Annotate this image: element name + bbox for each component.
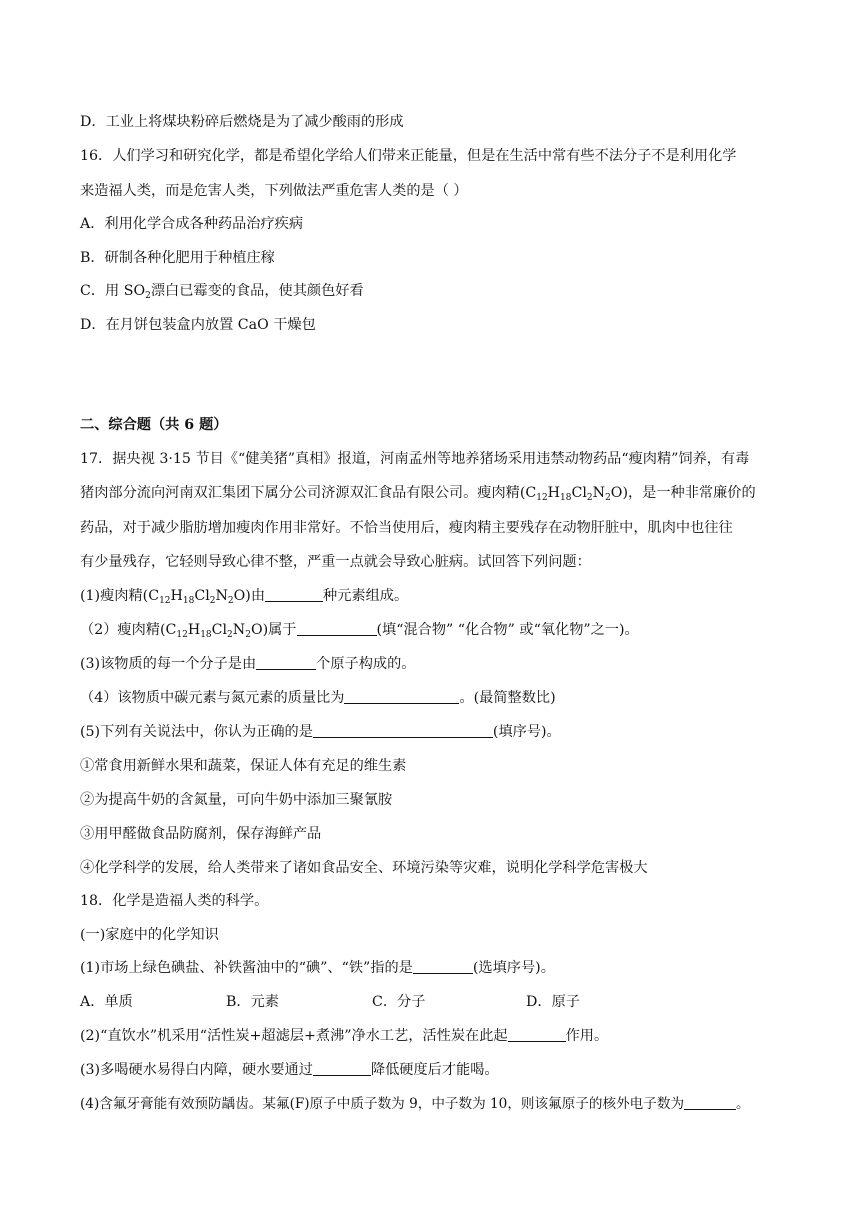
q17-stem-line2 — [80, 483, 800, 503]
q17-f-h-n: 18 — [560, 493, 572, 503]
answer-blank[interactable] — [313, 1061, 371, 1076]
q17-p2-h-n: 18 — [200, 630, 212, 640]
q17-part4 — [80, 688, 800, 708]
q17-p1-cl: Cl — [194, 588, 210, 604]
q18-stem: 18．化学是造福人类的科学。 — [80, 893, 269, 909]
answer-blank[interactable] — [265, 587, 323, 602]
q17-part2 — [80, 620, 800, 640]
q17-p3-pre: (3)该物质的每一个分子是由 — [80, 656, 257, 672]
q18-part1 — [80, 958, 800, 978]
answer-blank[interactable] — [413, 959, 473, 974]
q17-p2-c-n: 12 — [176, 630, 188, 640]
q17-stem2-pre: 猪肉部分流向河南双汇集团下属分公司济源双汇食品有限公司。瘦肉精(C — [80, 485, 537, 501]
q17-p4-post: 。(最简整数比) — [459, 690, 556, 706]
q17-p2-n: N — [232, 622, 246, 638]
q18-p1-pre: (1)市场上绿色碘盐、补铁酱油中的“碘”、“铁”指的是 — [80, 960, 413, 976]
q18-p4-post: 。 — [736, 1096, 750, 1112]
q18-part3 — [80, 1060, 800, 1080]
q17-p3-post: 个原子构成的。 — [316, 656, 416, 672]
q18-part-heading: (一)家庭中的化学知识 — [80, 927, 219, 943]
q17-p2-cl: Cl — [211, 622, 228, 638]
q18-part2 — [80, 1026, 800, 1046]
q17-f-o: O — [610, 485, 623, 501]
q17-stem-line4: 有少量残存，它轻则导致心律不整，严重一点就会导致心脏病。试回答下列问题： — [80, 554, 591, 570]
q17-p2-pre: （2）瘦肉精(C — [80, 622, 177, 638]
q17-statement-1: ①常食用新鲜水果和蔬菜，保证人体有充足的维生素 — [80, 758, 407, 774]
q16-option-c — [80, 281, 800, 301]
q17-p1-cl-n: 2 — [209, 596, 216, 606]
q17-p1-c-n: 12 — [159, 596, 171, 606]
q18-option-d: D．原子 — [526, 994, 580, 1010]
q18-p2-post: 作用。 — [565, 1028, 609, 1044]
q18-option-a: A．单质 — [80, 994, 133, 1010]
q16-option-c-sub: 2 — [145, 291, 151, 301]
q17-statement-2: ②为提高牛奶的含氮量，可向牛奶中添加三聚氰胺 — [80, 792, 393, 808]
answer-blank[interactable] — [344, 689, 459, 704]
q17-p2-o: O — [250, 622, 263, 638]
answer-blank[interactable] — [256, 655, 316, 670]
q17-stem2-post: )，是一种非常廉价的 — [622, 485, 756, 501]
q17-f-n: N — [592, 485, 606, 501]
q17-p2-mid: )属于 — [262, 622, 297, 638]
q18-p1-post: (选填序号)。 — [472, 960, 555, 976]
answer-blank[interactable] — [313, 723, 493, 738]
q15-option-d: D．工业上将煤块粉碎后燃烧是为了减少酸雨的形成 — [80, 114, 404, 130]
q17-f-c-n: 12 — [536, 493, 548, 503]
q17-f-n-n: 2 — [605, 493, 611, 503]
q17-p2-cl-n: 2 — [227, 630, 233, 640]
q16-option-c-post: 漂白已霉变的食品，使其颜色好看 — [150, 283, 364, 299]
q17-p2-post: (填“混合物” “化合物” 或“氧化物”之一)。 — [376, 622, 639, 638]
q18-p2-pre: (2)“直饮水”机采用“活性炭+超滤层+煮沸”净水工艺，活性炭在此起 — [80, 1028, 508, 1044]
q16-option-d: D．在月饼包装盒内放置 CaO 干燥包 — [80, 317, 316, 333]
q17-p5-pre: (5)下列有关说法中，你认为正确的是 — [80, 724, 313, 740]
q17-p2-n-n: 2 — [245, 630, 251, 640]
q17-statement-4: ④化学科学的发展，给人类带来了诸如食品安全、环境污染等灾难，说明化学科学危害极大 — [80, 860, 648, 876]
q17-f-h: H — [547, 485, 561, 501]
q17-p1-h-n: 18 — [182, 596, 195, 606]
q18-p3-pre: (3)多喝硬水易得白内障，硬水要通过 — [80, 1062, 313, 1078]
q17-part3 — [80, 654, 800, 674]
q18-option-b: B．元素 — [226, 994, 279, 1010]
q17-p4-pre: （4）该物质中碳元素与氮元素的质量比为 — [80, 690, 345, 706]
q17-p1-n-n: 2 — [227, 596, 234, 606]
q18-p3-post: 降低硬度后才能喝。 — [370, 1062, 499, 1078]
q17-p1-pre: (1)瘦肉精(C — [80, 588, 160, 604]
q17-p1-post: 种元素组成。 — [323, 588, 409, 604]
q17-stem-line1: 17．据央视 3·15 节目《“健美猪”真相》报道，河南孟州等地养猪场采用违禁动物药品“瘦肉精”饲养，有毒 — [80, 451, 750, 467]
q18-option-c: C．分子 — [372, 994, 426, 1010]
q16-option-b: B．研制各种化肥用于种植庄稼 — [80, 250, 275, 266]
q17-p1-h: H — [170, 588, 183, 604]
q17-p1-mid: )由 — [245, 588, 266, 604]
q18-part4 — [80, 1094, 800, 1114]
section-heading: 二、综合题（共 6 题） — [80, 417, 228, 433]
q16-stem-line1: 16．人们学习和研究化学，都是希望化学给人们带来正能量，但是在生活中常有些不法分子不是利用化学 — [80, 148, 737, 164]
q17-statement-3: ③用甲醛做食品防腐剂，保存海鲜产品 — [80, 826, 322, 842]
q16-option-c-pre: C．用 SO — [80, 283, 146, 299]
answer-blank[interactable] — [684, 1095, 736, 1110]
q16-stem-line2: 来造福人类，而是危害人类，下列做法严重危害人类的是（ ） — [80, 183, 468, 199]
q17-stem-line3: 药品，对于减少脂肪增加瘦肉作用非常好。不恰当使用后，瘦肉精主要残存在动物肝脏中，肌肉中也往往 — [80, 520, 733, 536]
q17-p5-post: (填序号)。 — [492, 724, 561, 740]
answer-blank[interactable] — [297, 621, 377, 636]
q17-f-cl-n: 2 — [586, 493, 593, 503]
q18-p4-pre: (4)含氟牙膏能有效预防龋齿。某氟(F)原子中质子数为 9，中子数为 10，则该氟原子的核外电子数为 — [80, 1096, 685, 1112]
q17-f-cl: Cl — [571, 485, 587, 501]
q17-p1-n: N — [215, 588, 228, 604]
answer-blank[interactable] — [508, 1027, 566, 1042]
q17-part1 — [80, 586, 800, 606]
q17-p2-h: H — [187, 622, 201, 638]
q16-option-a: A．利用化学合成各种药品治疗疾病 — [80, 216, 304, 232]
q17-p1-o: O — [233, 588, 246, 604]
q17-part5 — [80, 722, 800, 742]
